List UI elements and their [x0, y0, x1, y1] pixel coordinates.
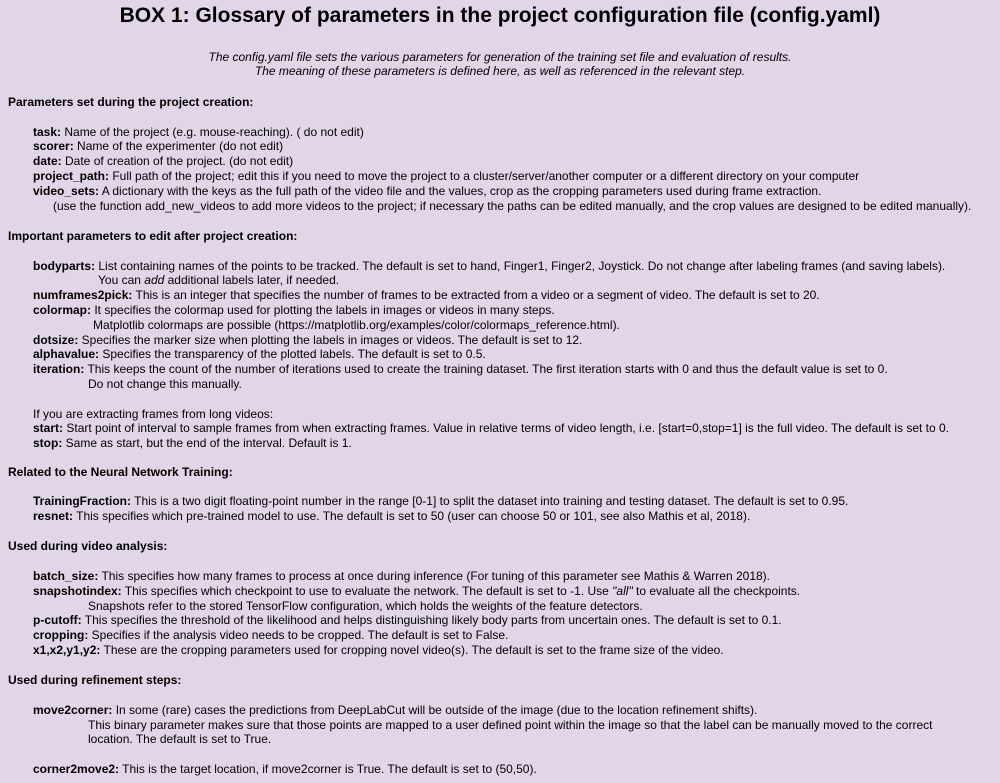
param-key: move2corner:	[33, 703, 113, 717]
param-desc: This specifies which pre-trained model to use. The default is set to 50 (user can choose 50 or 101, see also Mathis et al, 2018).	[73, 509, 751, 523]
param-key: batch_size:	[33, 569, 99, 583]
param-note: location. The default is set to True.	[88, 732, 272, 746]
param-video-sets	[33, 184, 821, 198]
page-title: BOX 1: Glossary of parameters in the project configuration file (config.yaml)	[119, 4, 881, 27]
param-note: Snapshots refer to the stored TensorFlow configuration, which holds the weights of the feature detectors.	[88, 599, 643, 613]
param-note: This binary parameter makes sure that those points are mapped to a user defined point within the image so that the label can be manually moved to the correct	[88, 718, 933, 732]
param-key: iteration:	[33, 362, 85, 376]
param-desc: List containing names of the points to be tracked. The default is set to hand, Finger1, Finger2, Joystick. Do not change after labeling frames (and saving labels).	[95, 259, 946, 273]
param-desc: Specifies the marker size when plotting the labels in images or videos. The default is set to 12.	[78, 333, 583, 347]
intro-line: The config.yaml file sets the various parameters for generation of the training set file and evaluation of results.	[208, 50, 792, 64]
param-desc: In some (rare) cases the predictions from DeepLabCut will be outside of the image (due to the location refinement shifts).	[112, 703, 758, 717]
param-stop	[33, 436, 352, 450]
param-desc: Start point of interval to sample frames from when extracting frames. Value in relative terms of video length, i.e. [start=0,stop=1] is the full video. The default is set to 0.	[63, 421, 950, 435]
param-colormap	[33, 303, 555, 317]
param-batch-size	[33, 569, 770, 583]
param-desc: Specifies the transparency of the plotted labels. The default is set to 0.5.	[99, 347, 486, 361]
param-key: scorer:	[33, 139, 74, 153]
param-project-path	[33, 169, 859, 183]
param-key: cropping:	[33, 628, 89, 642]
param-desc: This specifies the threshold of the likelihood and helps distinguishing likely body parts from uncertain ones. The default is set to 0.1.	[81, 613, 782, 627]
param-move2corner	[33, 703, 757, 717]
param-desc: This keeps the count of the number of iterations used to create the training dataset. The first iteration starts with 0 and thus the default value is set to 0.	[84, 362, 888, 376]
param-cropping	[33, 628, 508, 642]
param-dotsize	[33, 333, 582, 347]
param-key: dotsize:	[33, 333, 79, 347]
note-text: You can	[98, 273, 145, 287]
param-key: x1,x2,y1,y2:	[33, 643, 101, 657]
param-desc: A dictionary with the keys as the full path of the video file and the values, crop as the cropping parameters used during frame extraction.	[99, 184, 822, 198]
param-key: TrainingFraction:	[33, 494, 132, 508]
param-bodyparts	[33, 259, 945, 273]
param-key: date:	[33, 154, 62, 168]
param-desc: Name of the experimenter (do not edit)	[73, 139, 284, 153]
section-heading-analysis: Used during video analysis:	[8, 539, 168, 553]
section-heading-training: Related to the Neural Network Training:	[8, 465, 233, 479]
param-key: video_sets:	[33, 184, 100, 198]
param-snapshotindex	[33, 584, 800, 598]
intro-line: The meaning of these parameters is defined here, as well as referenced in the relevant step.	[254, 64, 746, 78]
param-desc: Name of the project (e.g. mouse-reaching). ( do not edit)	[61, 125, 364, 139]
section-heading-creation: Parameters set during the project creation:	[8, 95, 254, 109]
param-key: colormap:	[33, 303, 92, 317]
param-key: stop:	[33, 436, 63, 450]
param-note: Matplotlib colormaps are possible (https://matplotlib.org/examples/color/colormaps_reference.html).	[93, 318, 620, 332]
param-key: resnet:	[33, 509, 74, 523]
param-desc: Specifies if the analysis video needs to be cropped. The default is set to False.	[88, 628, 509, 642]
param-task	[33, 125, 364, 139]
long-videos-note: If you are extracting frames from long videos:	[33, 407, 274, 421]
param-key: project_path:	[33, 169, 110, 183]
param-trainingfraction	[33, 494, 848, 508]
param-desc: Same as start, but the end of the interval. Default is 1.	[62, 436, 352, 450]
param-key: numframes2pick:	[33, 288, 133, 302]
param-alphavalue	[33, 347, 486, 361]
param-note	[98, 273, 339, 287]
param-desc: This is a two digit floating-point number in the range [0-1] to split the dataset into training and testing dataset. The default is set to 0.95.	[131, 494, 849, 508]
param-key: bodyparts:	[33, 259, 96, 273]
param-desc: Date of creation of the project. (do not edit)	[61, 154, 294, 168]
param-desc: Full path of the project; edit this if you need to move the project to a cluster/server/another computer or a different directory on your computer	[109, 169, 860, 183]
param-start	[33, 421, 949, 435]
section-heading-edit: Important parameters to edit after project creation:	[8, 229, 298, 243]
section-heading-refinement: Used during refinement steps:	[8, 673, 182, 687]
param-corner2move2	[33, 762, 537, 776]
param-note: (use the function add_new_videos to add more videos to the project; if necessary the paths can be edited manually, and the crop values are designed to be edited manually).	[53, 199, 972, 213]
param-p-cutoff	[33, 613, 782, 627]
param-desc: This is an integer that specifies the number of frames to be extracted from a video or a segment of video. The default is set to 20.	[132, 288, 820, 302]
intro-text	[0, 50, 1000, 78]
param-note: Do not change this manually.	[88, 377, 242, 391]
param-key: alphavalue:	[33, 347, 100, 361]
param-desc: This is the target location, if move2corner is True. The default is set to (50,50).	[119, 762, 537, 776]
param-desc: This specifies how many frames to process at once during inference (For tuning of this parameter see Mathis & Warren 2018).	[98, 569, 771, 583]
param-iteration	[33, 362, 888, 376]
param-scorer	[33, 139, 283, 153]
param-desc: This specifies which checkpoint to use to evaluate the network. The default is set to -1. Use	[121, 584, 613, 598]
param-key: corner2move2:	[33, 762, 120, 776]
param-desc: These are the cropping parameters used for cropping novel video(s). The default is set to the frame size of the video.	[100, 643, 724, 657]
note-text: additional labels later, if needed.	[164, 273, 340, 287]
param-numframes2pick	[33, 288, 820, 302]
param-desc: It specifies the colormap used for plotting the labels in images or videos in many steps.	[91, 303, 555, 317]
param-emphasis: "all"	[612, 584, 633, 598]
note-emphasis: add	[144, 273, 165, 287]
param-date	[33, 154, 293, 168]
param-key: start:	[33, 421, 64, 435]
param-key: snapshotindex:	[33, 584, 122, 598]
param-resnet	[33, 509, 750, 523]
param-key: p-cutoff:	[33, 613, 82, 627]
param-desc: to evaluate all the checkpoints.	[632, 584, 801, 598]
param-x1x2y1y2	[33, 643, 724, 657]
param-key: task:	[33, 125, 62, 139]
